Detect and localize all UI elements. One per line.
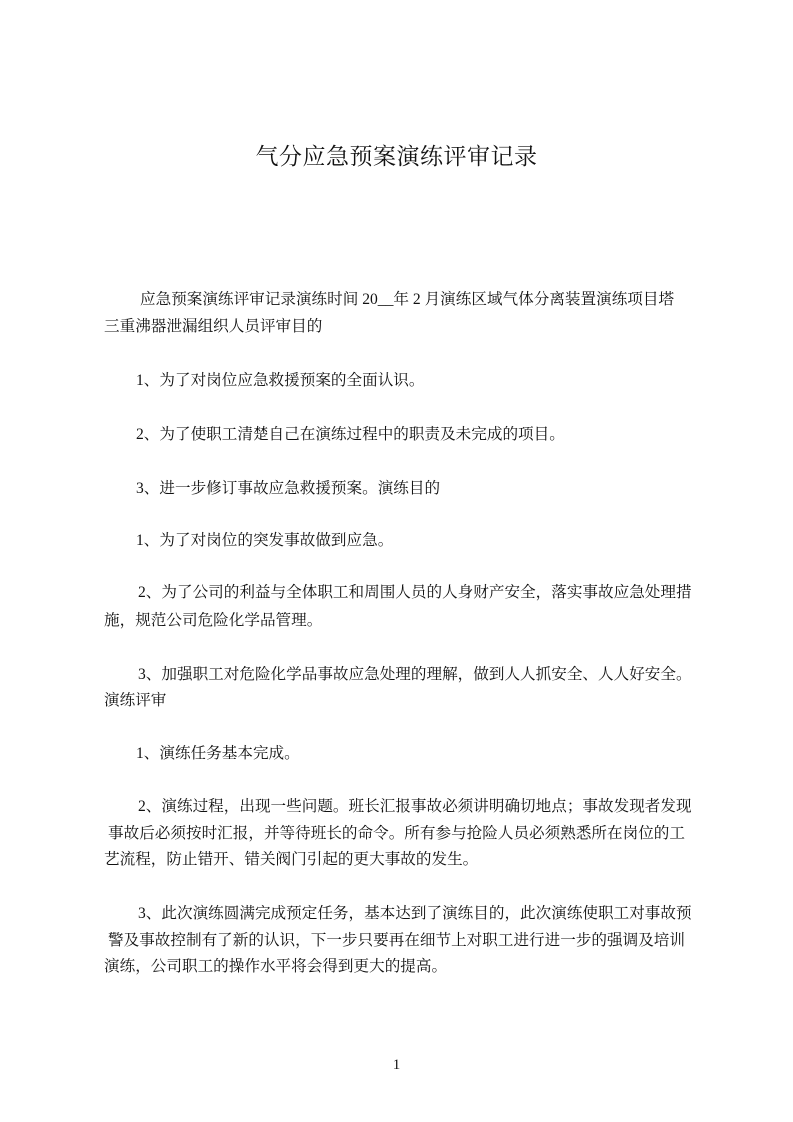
paragraph-line: 警及事故控制有了新的认识，下一步只要再在细节上对职工进行进一步的强调及培训 <box>108 932 685 949</box>
document-title: 气分应急预案演练评审记录 <box>255 144 538 169</box>
page-number: 1 <box>392 1057 401 1073</box>
paragraph-line: 艺流程，防止错开、错关阀门引起的更大事故的发生。 <box>104 851 479 868</box>
paragraph-line: 演练评审 <box>104 692 167 709</box>
paragraph-line: 三重沸器泄漏组织人员评审目的 <box>104 318 323 335</box>
paragraph-line: 演练，公司职工的操作水平将会得到更大的提高。 <box>104 958 448 975</box>
paragraph-line: 1、为了对岗位的突发事故做到应急。 <box>136 532 394 549</box>
paragraph-line: 应急预案演练评审记录演练时间 20__年 2 月演练区域气体分离装置演练项目塔 <box>140 291 675 308</box>
paragraph-line: 事故后必须按时汇报，并等待班长的命令。所有参与抢险人员必须熟悉所在岗位的工 <box>108 825 685 842</box>
paragraph-line: 施，规范公司危险化学品管理。 <box>104 612 323 629</box>
paragraph-line: 3、加强职工对危险化学品事故应急处理的理解，做到人人抓安全、人人好安全。 <box>138 666 692 683</box>
paragraph-line: 3、此次演练圆满完成预定任务，基本达到了演练目的，此次演练使职工对事故预 <box>138 905 692 922</box>
paragraph-line: 1、演练任务基本完成。 <box>136 745 300 762</box>
paragraph-line: 2、演练过程，出现一些问题。班长汇报事故必须讲明确切地点；事故发现者发现 <box>138 798 692 815</box>
paragraph-line: 2、为了使职工清楚自己在演练过程中的职责及未完成的项目。 <box>136 426 565 443</box>
paragraph-line: 2、为了公司的利益与全体职工和周围人员的人身财产安全，落实事故应急处理措 <box>138 584 692 601</box>
paragraph-line: 1、为了对岗位应急救援预案的全面认识。 <box>136 372 425 389</box>
paragraph-line: 3、进一步修订事故应急救援预案。演练目的 <box>136 480 441 497</box>
